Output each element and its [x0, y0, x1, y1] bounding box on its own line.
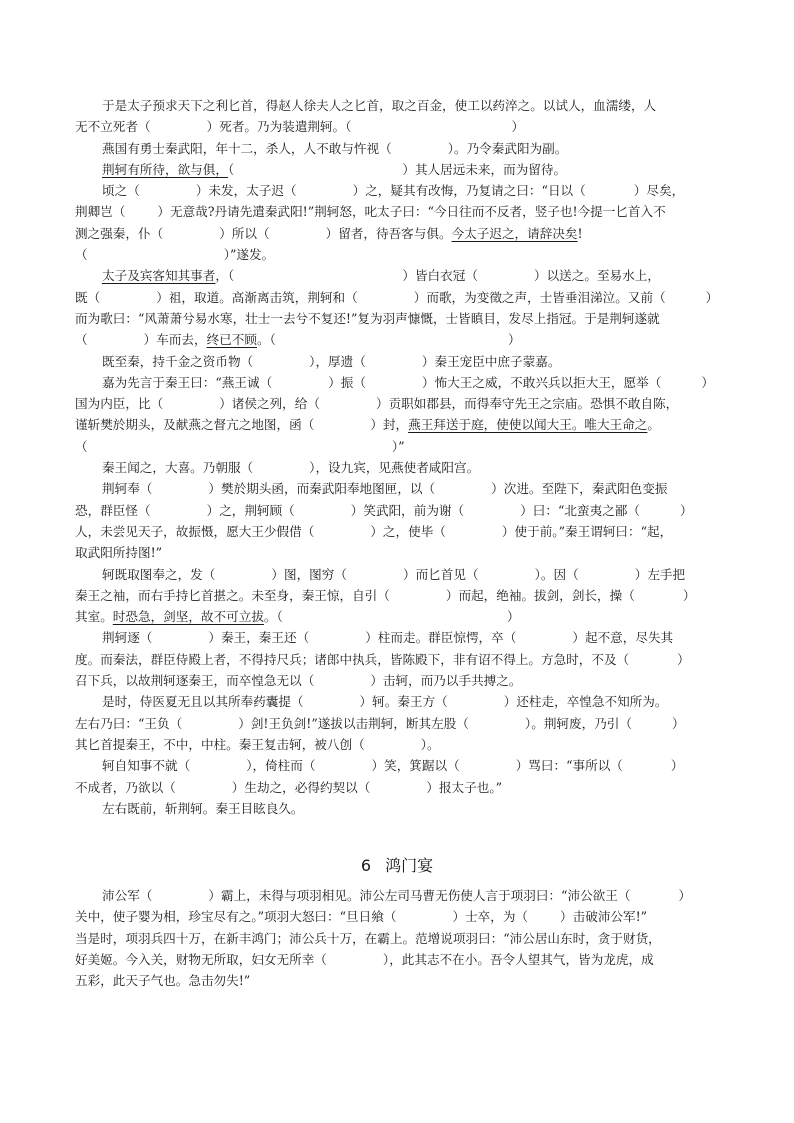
text-segment: 召下兵，以故荆轲逐秦王，而卒惶急无以（ ）击轲，而乃以手共搏之。: [75, 673, 522, 689]
text-segment: 秦王之袖，而右手持匕首揕之。未至身，秦王惊，自引（ ）而起，绝袖。拔剑，剑长，操（ ）: [75, 587, 696, 603]
text-line: [75, 606, 735, 627]
text-segment: 谨斩樊於期头，及献燕之督亢之地图，函（ ）封，: [75, 417, 409, 433]
text-line: [75, 287, 735, 308]
text-segment: （ ）”遂发。: [75, 247, 275, 263]
text-segment: ，（ ）皆白衣冠（ ）以送之。至易水上，: [215, 268, 660, 284]
text-line: [75, 393, 735, 414]
text-line: [75, 564, 735, 585]
text-segment: 度。而秦法，群臣侍殿上者，不得持尺兵；诸郎中执兵，皆陈殿下，非有诏不得上。方急时，不及（ ）: [75, 651, 690, 667]
text-line: [75, 244, 735, 265]
text-segment: 顷之（ ）未发，太子迟（ ）之，疑其有改悔，乃复请之曰：“日以（ ）尽矣，: [102, 183, 685, 199]
text-line: [75, 500, 735, 521]
text-segment: 其匕首提秦王，不中，中柱。秦王复击轲，被八创（ ）。: [75, 736, 440, 752]
section-heading: [0, 854, 794, 878]
text-segment: 左右乃曰：“王负（ ）剑!王负剑!”遂拔以击荆轲，断其左股（ ）。荆轲废，乃引（ ）: [75, 715, 685, 731]
text-line: [75, 885, 735, 906]
section-number: 6: [360, 856, 372, 875]
text-line: [75, 159, 735, 180]
text-segment: 而为歌曰：“风萧萧兮易水寒，壮士一去兮不复还!”复为羽声慷慨，士皆瞋目，发尽上指冠。于是荆轲遂就: [75, 310, 660, 326]
text-line: [75, 223, 735, 244]
text-segment: 沛公军（ ）霸上，未得与项羽相见。沛公左司马曹无伤使人言于项羽曰：“沛公欲王（ ）: [102, 888, 692, 903]
text-line: [75, 180, 735, 201]
text-line: [75, 478, 735, 499]
text-segment: （ ）”: [75, 438, 405, 454]
text-segment: 荆轲逐（ ）秦王，秦王还（ ）柱而走。群臣惊愕，卒（ ）起不意，尽失其: [102, 630, 674, 646]
text-line: [75, 351, 735, 372]
text-segment: 测之强秦，仆（ ）所以（ ）留者，待吾客与俱。: [75, 225, 452, 241]
text-segment: 荆轲奉（ ）樊於期头函，而秦武阳奉地图匣，以（ ）次进。至陛下，秦武阳色变振: [102, 481, 668, 497]
text-segment: 嘉为先言于秦王曰：“燕王诚（ ）振（ ）怖大王之威，不敢兴兵以拒大王，愿举（ ）: [102, 374, 714, 390]
text-line: [75, 670, 735, 691]
hongmen-banquet-passage: [75, 885, 735, 991]
text-line: [75, 116, 735, 137]
text-segment: 无不立死者（ ）死者。乃为装遣荆轲。（ ）: [75, 119, 525, 135]
text-segment: 不成者，乃欲以（ ）生劫之，必得约契以（ ）报太子也。”: [75, 779, 503, 795]
text-line: [75, 201, 735, 222]
text-line: [75, 798, 735, 819]
underlined-sentence: 荆轲有所待，欲与俱，: [102, 161, 228, 177]
text-segment: 。（ ）: [256, 332, 521, 348]
text-line: [75, 755, 735, 776]
text-segment: 。（ ）: [263, 609, 520, 625]
text-line: [75, 372, 735, 393]
underlined-sentence: 时恐急，剑坚，故不可立拔: [112, 609, 264, 625]
text-segment: （ ）车而去，: [75, 332, 207, 348]
text-line: [75, 777, 735, 798]
text-line: [75, 906, 735, 927]
text-segment: 是时，侍医夏无且以其所奉药囊提（ ）轲。秦王方（ ）还柱走，卒惶急不知所为。: [102, 694, 668, 710]
text-segment: 国为内臣，比（ ）诸侯之列，给（ ）贡职如郡县，而得奉守先王之宗庙。恐惧不敢自陈，: [75, 396, 679, 412]
text-line: [75, 329, 735, 350]
text-segment: !: [577, 225, 583, 241]
text-segment: 于是太子预求天下之利匕首，得赵人徐夫人之匕首，取之百金，使工以药淬之。以试人，血濡缕，人: [102, 98, 657, 113]
text-segment: 既至秦，持千金之资币物（ ），厚遗（ ）秦王宠臣中庶子蒙嘉。: [102, 353, 561, 369]
text-segment: 燕国有勇士秦武阳，年十二，杀人，人不敢与忤视（ ）。乃令秦武阳为副。: [102, 140, 568, 156]
text-segment: 荆卿岂（ ）无意哉?丹请先遣秦武阳!”荆轲怒，叱太子曰：“今日往而不反者，竖子也!今提一匕首入不: [75, 204, 666, 220]
jing-ke-passage: [75, 95, 735, 819]
text-segment: 五彩，此天子气也。急击勿失!”: [75, 973, 251, 989]
text-line: [75, 734, 735, 755]
text-line: [75, 542, 735, 563]
text-segment: 。: [647, 417, 660, 433]
text-segment: （ ）其人居远未来，而为留待。: [227, 161, 567, 177]
text-line: [75, 457, 735, 478]
text-segment: 轲自知事不就（ ），倚柱而（ ）笑，箕踞以（ ）骂曰：“事所以（ ）: [102, 758, 684, 774]
text-line: [75, 436, 735, 457]
text-line: [75, 627, 735, 648]
text-segment: 恐，群臣怪（ ）之，荆轲顾（ ）笑武阳，前为谢（ ）曰：“北蛮夷之鄙（ ）: [75, 502, 693, 518]
text-line: [75, 95, 735, 116]
text-line: [75, 265, 735, 286]
text-line: [75, 928, 735, 949]
text-line: [75, 138, 735, 159]
text-segment: 轲既取图奉之，发（ ）图，图穷（ ）而匕首见（ ）。因（ ）左手把: [102, 566, 686, 582]
text-segment: 好美姬。今入关，财物无所取，妇女无所幸（ ），此其志不在小。吾令人望其气，皆为龙虎，成: [75, 951, 654, 967]
underlined-sentence: 今太子迟之，请辞决矣: [451, 225, 578, 241]
text-line: [75, 949, 735, 970]
text-line: [75, 521, 735, 542]
text-line: [75, 970, 735, 991]
underlined-sentence: 终已不顾: [206, 332, 257, 348]
text-segment: 取武阳所持图!”: [75, 545, 163, 561]
text-line: [75, 713, 735, 734]
text-segment: 其室。: [75, 609, 113, 625]
text-line: [75, 308, 735, 329]
text-line: [75, 585, 735, 606]
text-segment: 关中，使子婴为相，珍宝尽有之。”项羽大怒曰：“旦日飨（ ）士卒，为（ ）击破沛公军!”: [75, 909, 648, 925]
text-line: [75, 691, 735, 712]
text-segment: 既（ ）祖，取道。高渐离击筑，荆轲和（ ）而歌，为变徵之声，士皆垂泪涕泣。又前（ ）: [75, 289, 719, 305]
text-segment: 人，未尝见天子，故振慑，愿大王少假借（ ）之，使毕（ ）使于前。”秦王谓轲曰：“起，: [75, 523, 673, 539]
text-line: [75, 649, 735, 670]
section-title: 鸿门宴: [385, 856, 434, 875]
text-segment: 当是时，项羽兵四十万，在新丰鸿门；沛公兵十万，在霸上。范增说项羽曰：“沛公居山东时，贪于财货，: [75, 930, 661, 946]
text-segment: 秦王闻之，大喜。乃朝服（ ），设九宾，见燕使者咸阳宫。: [102, 460, 480, 476]
underlined-sentence: 太子及宾客知其事者: [102, 268, 216, 284]
underlined-sentence: 燕王拜送于庭，使使以闻大王。唯大王命之: [408, 417, 648, 433]
text-segment: 左右既前，斩荆轲。秦王目眩良久。: [102, 800, 304, 816]
text-line: [75, 414, 735, 435]
